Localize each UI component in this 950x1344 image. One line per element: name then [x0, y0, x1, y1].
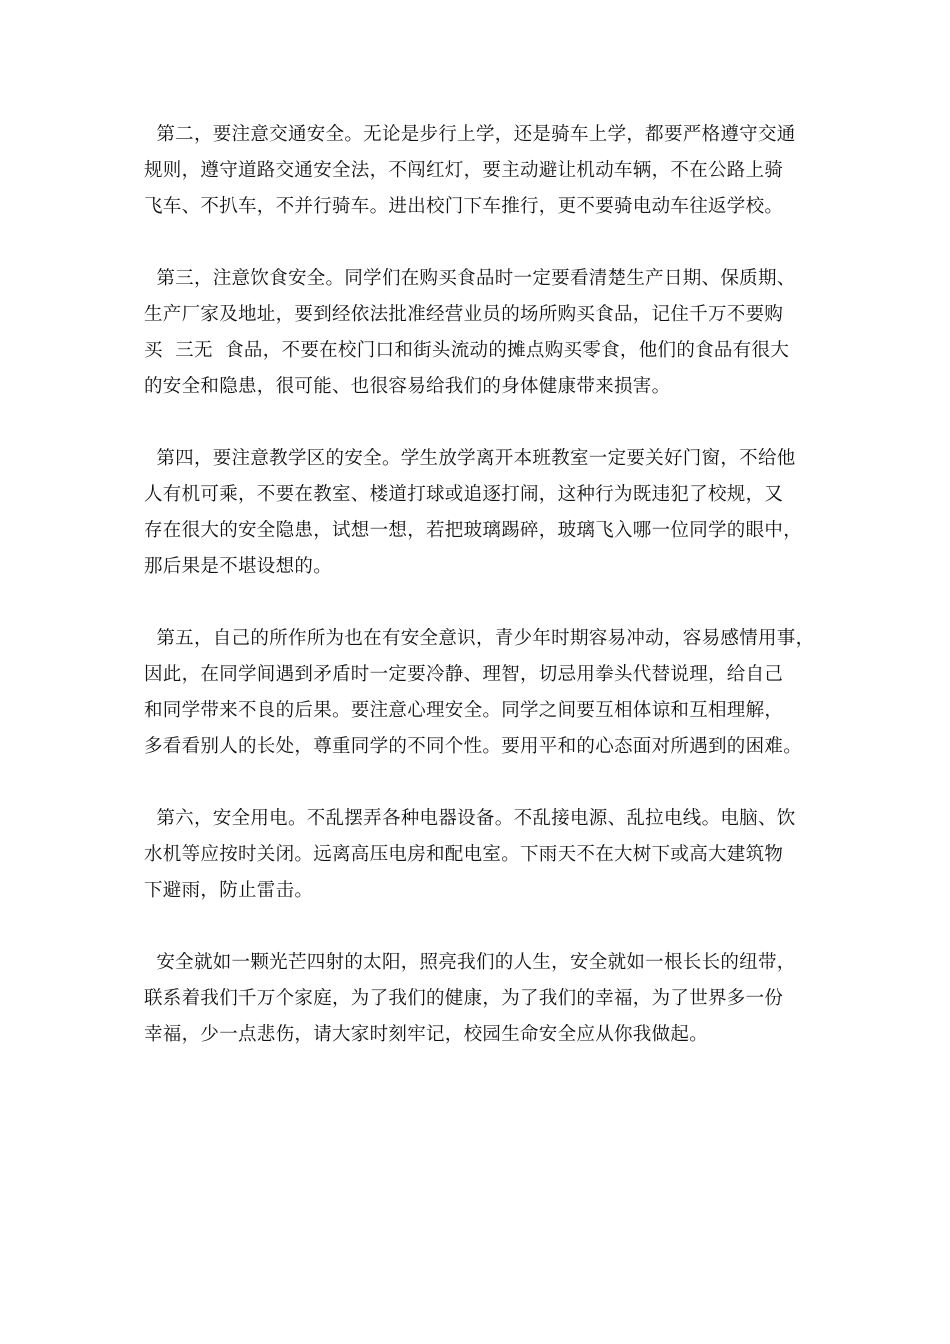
text-line: 生产厂家及地址，要到经依法批准经营业员的场所购买食品，记住千万不要购 — [144, 304, 784, 325]
text-line: 联系着我们千万个家庭，为了我们的健康，为了我们的幸福，为了世界多一份 — [144, 988, 784, 1009]
text-line: 第三，注意饮食安全。同学们在购买食品时一定要看清楚生产日期、保质期、 — [144, 268, 796, 289]
text-line: 那后果是不堪设想的。 — [144, 556, 333, 577]
text-line: 多看看别人的长处，尊重同学的不同个性。要用平和的心态面对所遇到的困难。 — [144, 736, 803, 757]
text-line: 和同学带来不良的后果。要注意心理安全。同学之间要互相体谅和互相理解， — [144, 700, 784, 721]
text-line: 买 三无 食品，不要在校门口和街头流动的摊点购买零食，他们的食品有很大 — [144, 340, 790, 361]
document-body — [144, 117, 834, 1089]
text-line: 规则，遵守道路交通安全法，不闯红灯，要主动避让机动车辆，不在公路上骑 — [144, 160, 784, 181]
text-line: 第五，自己的所作所为也在有安全意识，青少年时期容易冲动，容易感情用事， — [144, 628, 815, 649]
text-line: 水机等应按时关闭。远离高压电房和配电室。下雨天不在大树下或高大建筑物 — [144, 844, 784, 865]
text-line: 下避雨，防止雷击。 — [144, 880, 314, 901]
text-line: 第二，要注意交通安全。无论是步行上学，还是骑车上学，都要严格遵守交通 — [144, 124, 796, 145]
paragraph-psychological-safety — [144, 621, 834, 765]
paragraph-food-safety — [144, 261, 834, 405]
text-line: 第六，安全用电。不乱摆弄各种电器设备。不乱接电源、乱拉电线。电脑、饮 — [144, 808, 796, 829]
text-line: 人有机可乘，不要在教室、楼道打球或追逐打闹，这种行为既违犯了校规，又 — [144, 484, 784, 505]
text-line: 第四，要注意教学区的安全。学生放学离开本班教室一定要关好门窗，不给他 — [144, 448, 796, 469]
paragraph-classroom-safety — [144, 441, 834, 585]
text-line: 因此，在同学间遇到矛盾时一定要冷静、理智，切忌用拳头代替说理，给自己 — [144, 664, 784, 685]
text-line: 安全就如一颗光芒四射的太阳，照亮我们的人生，安全就如一根长长的纽带， — [144, 952, 796, 973]
paragraph-electrical-safety — [144, 801, 834, 909]
paragraph-traffic-safety — [144, 117, 834, 225]
text-line: 存在很大的安全隐患，试想一想，若把玻璃踢碎，玻璃飞入哪一位同学的眼中， — [144, 520, 803, 541]
paragraph-conclusion — [144, 945, 834, 1053]
text-line: 飞车、不扒车，不并行骑车。进出校门下车推行，更不要骑电动车往返学校。 — [144, 196, 784, 217]
text-line: 的安全和隐患，很可能、也很容易给我们的身体健康带来损害。 — [144, 376, 671, 397]
text-line: 幸福，少一点悲伤，请大家时刻牢记，校园生命安全应从你我做起。 — [144, 1024, 709, 1045]
